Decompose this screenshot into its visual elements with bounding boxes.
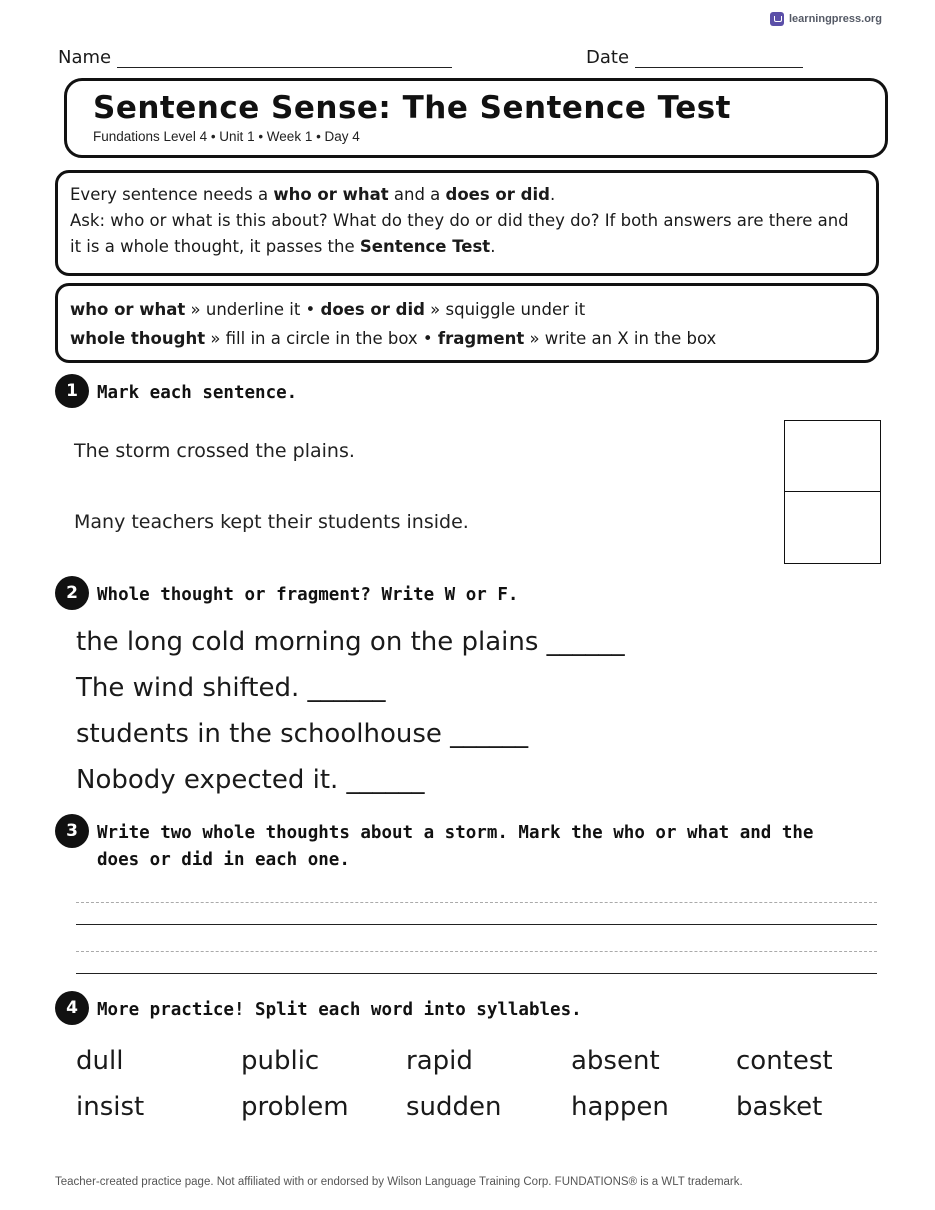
- q2-item-3[interactable]: students in the schoolhouse ______: [76, 719, 529, 749]
- mark-boxes[interactable]: [784, 420, 881, 564]
- syllable-word: absent: [571, 1046, 660, 1076]
- intro-bold: who or what: [273, 185, 389, 204]
- intro-bold: Sentence Test: [359, 237, 491, 256]
- key-term: whole thought: [70, 329, 206, 348]
- date-field[interactable]: [586, 47, 803, 68]
- date-label: Date: [586, 47, 630, 68]
- intro-line-2: [70, 208, 864, 260]
- key-text: » squiggle under it: [424, 300, 586, 319]
- intro-box: [55, 170, 879, 276]
- syllable-word: contest: [736, 1046, 833, 1076]
- syllable-word: public: [241, 1046, 320, 1076]
- intro-text: Ask: who or what is this about? What do they do or did they do? If both answers are there and it is a whole thought, it passes the: [70, 211, 849, 256]
- key-line-2: [70, 324, 864, 353]
- intro-text: .: [490, 237, 496, 256]
- intro-text: .: [549, 185, 556, 204]
- question-3: [55, 820, 855, 874]
- question-2: [55, 582, 518, 610]
- syllable-word: basket: [736, 1092, 823, 1122]
- name-field[interactable]: [58, 47, 452, 68]
- syllable-word: rapid: [406, 1046, 473, 1076]
- writing-line[interactable]: [76, 973, 877, 974]
- brand-logo: [770, 12, 882, 26]
- q2-item-2[interactable]: The wind shifted. ______: [76, 673, 386, 703]
- key-text: » fill in a circle in the box: [205, 329, 418, 348]
- syllable-word-grid: [76, 1043, 901, 1125]
- name-label: Name: [58, 47, 112, 68]
- intro-bold: does or did: [445, 185, 550, 204]
- question-prompt: Mark each sentence.: [97, 383, 298, 403]
- question-number: 1: [55, 374, 89, 408]
- mark-box-divider: [785, 491, 880, 492]
- intro-line-1: [70, 181, 864, 208]
- syllable-word: happen: [571, 1092, 669, 1122]
- intro-text: and a: [388, 185, 446, 204]
- footer-disclaimer: Teacher-created practice page. Not affiliated with or endorsed by Wilson Language Training Corp. FUNDATIONS® is a WLT trademark.: [55, 1176, 743, 1188]
- question-number: 4: [55, 991, 89, 1025]
- intro-text: Every sentence needs a: [70, 185, 274, 204]
- name-line: [117, 48, 452, 68]
- question-prompt: Whole thought or fragment? Write W or F.: [97, 585, 519, 605]
- question-prompt: More practice! Split each word into syllables.: [97, 1000, 582, 1020]
- book-icon: [770, 12, 784, 26]
- question-prompt: Write two whole thoughts about a storm. Mark the who or what and the does or did in each one.: [97, 823, 814, 870]
- key-box: [55, 283, 879, 363]
- q2-item-4[interactable]: Nobody expected it. ______: [76, 765, 425, 795]
- writing-guide-line: [76, 951, 877, 952]
- key-term: who or what: [70, 300, 186, 319]
- syllable-word: problem: [241, 1092, 349, 1122]
- question-1: [55, 380, 297, 408]
- q1-sentence-2: Many teachers kept their students inside.: [74, 511, 469, 533]
- title-box: [64, 78, 888, 158]
- key-text: » write an X in the box: [524, 329, 717, 348]
- question-number: 3: [55, 814, 89, 848]
- key-text: » underline it: [185, 300, 301, 319]
- key-term: fragment: [437, 329, 525, 348]
- date-line: [635, 48, 803, 68]
- q1-sentence-1: The storm crossed the plains.: [74, 440, 355, 462]
- question-number: 2: [55, 576, 89, 610]
- brand-name: learningpress.org: [789, 13, 882, 25]
- key-sep: •: [417, 329, 438, 348]
- page-subtitle: Fundations Level 4 • Unit 1 • Week 1 • Day 4: [93, 129, 360, 144]
- key-line-1: [70, 295, 864, 324]
- q2-item-1[interactable]: the long cold morning on the plains ______: [76, 627, 625, 657]
- syllable-word: insist: [76, 1092, 145, 1122]
- page-title: Sentence Sense: The Sentence Test: [93, 90, 731, 126]
- syllable-word: sudden: [406, 1092, 502, 1122]
- key-term: does or did: [320, 300, 425, 319]
- syllable-word: dull: [76, 1046, 124, 1076]
- writing-line[interactable]: [76, 924, 877, 925]
- key-sep: •: [300, 300, 321, 319]
- writing-guide-line: [76, 902, 877, 903]
- question-4: [55, 997, 582, 1025]
